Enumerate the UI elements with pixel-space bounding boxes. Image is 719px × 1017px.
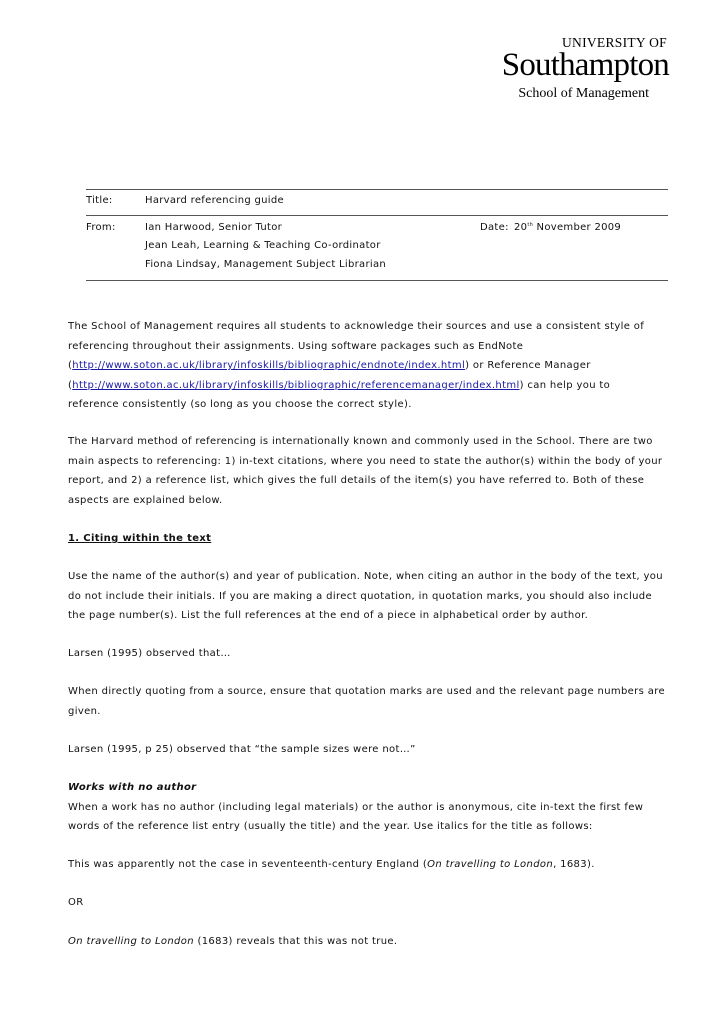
example-larsen-text: Larsen (1995) observed that… — [68, 648, 231, 659]
intro-line-5: reference consistently (so long as you choose the correct style). — [68, 399, 412, 410]
example-seventeenth-century — [68, 855, 668, 875]
example-travelling-text — [68, 932, 668, 952]
quoting-line-2: given. — [68, 705, 101, 717]
example-post: , 1683). — [553, 859, 595, 870]
date-value — [514, 222, 621, 233]
example-post-2: (1683) reveals that this was not true. — [193, 936, 398, 947]
university-logo — [502, 36, 669, 103]
intro-line-3 — [68, 356, 668, 376]
date-rest: November 2009 — [533, 222, 622, 233]
date-suffix: th — [527, 222, 534, 228]
intro-line-4-tail: ) can help you to — [519, 379, 611, 391]
intro-paragraph — [68, 317, 668, 415]
or-text: OR — [68, 897, 84, 908]
date-label: Date: — [480, 222, 509, 233]
memo-bottom-rule — [86, 280, 668, 281]
date-day: 20 — [514, 222, 528, 233]
example-pre: This was apparently not the case in seventeenth-century England ( — [68, 859, 428, 870]
no-author-section — [68, 778, 668, 837]
endnote-link[interactable]: http://www.soton.ac.uk/library/infoskills/bibliographic/endnote/index.html — [72, 360, 466, 371]
from-label: From: — [86, 222, 116, 233]
quoting-paragraph — [68, 682, 668, 721]
example-italic-title: On travelling to London — [427, 859, 554, 870]
logo-school-name: School of Management — [518, 86, 649, 101]
no-author-line-1: When a work has no author (including legal materials) or the author is anonymous, cite in-text the first few — [68, 801, 644, 813]
example-travelling — [68, 932, 668, 952]
from-line-1: Ian Harwood, Senior Tutor — [145, 222, 283, 233]
heading-works-no-author: Works with no author — [68, 782, 197, 793]
harvard-line-2: main aspects to referencing: 1) in-text citations, where you need to state the author(s) within the body of your — [68, 455, 663, 467]
memo-middle-rule — [86, 215, 668, 216]
heading-citing-within-text: 1. Citing within the text — [68, 533, 212, 544]
intro-line-4 — [68, 376, 668, 396]
harvard-line-4: aspects are explained below. — [68, 494, 223, 506]
citing-line-2: do not include their initials. If you are making a direct quotation, in quotation marks, you should also include — [68, 590, 652, 602]
or-separator — [68, 893, 668, 913]
example-seventeenth-text — [68, 855, 668, 875]
example-larsen — [68, 644, 668, 664]
intro-line-3-tail: ) or Reference Manager — [465, 360, 591, 371]
intro-line-2: referencing throughout their assignments. Using software packages such as EndNote — [68, 340, 524, 352]
citing-line-3: the page number(s). List the full references at the end of a piece in alphabetical order by author. — [68, 610, 589, 621]
harvard-paragraph — [68, 432, 668, 510]
title-label: Title: — [86, 195, 113, 206]
example-larsen-quote-text: Larsen (1995, p 25) observed that “the sample sizes were not…” — [68, 744, 416, 755]
harvard-line-3: report, and 2) a reference list, which gives the full details of the item(s) you have referred to. Both of these — [68, 475, 645, 486]
citing-line-1: Use the name of the author(s) and year of publication. Note, when citing an author in the body of the text, you — [68, 571, 663, 582]
reference-manager-link[interactable]: http://www.soton.ac.uk/library/infoskills/bibliographic/referencemanager/index.html — [72, 379, 520, 391]
quoting-line-1: When directly quoting from a source, ensure that quotation marks are used and the relevant page numbers are — [68, 686, 665, 697]
example-larsen-quote — [68, 740, 668, 760]
logo-southampton: Southampton — [501, 47, 669, 83]
harvard-line-1: The Harvard method of referencing is internationally known and commonly used in the School. There are two — [68, 436, 653, 447]
paren-open: ( — [68, 379, 73, 391]
memo-top-rule — [86, 189, 668, 190]
section-heading-citing — [68, 529, 668, 549]
title-value: Harvard referencing guide — [145, 195, 284, 206]
no-author-line-2: words of the reference list entry (usually the title) and the year. Use italics for the title as follows: — [68, 821, 593, 832]
logo-university-of: UNIVERSITY OF — [561, 35, 667, 50]
from-line-3: Fiona Lindsay, Management Subject Librarian — [145, 259, 387, 270]
from-line-2: Jean Leah, Learning & Teaching Co-ordinator — [145, 240, 381, 251]
paren-open: ( — [68, 360, 73, 371]
intro-line-1: The School of Management requires all students to acknowledge their sources and use a consistent style of — [68, 321, 645, 332]
citing-paragraph — [68, 567, 668, 626]
example-italic-title-2: On travelling to London — [68, 936, 194, 947]
